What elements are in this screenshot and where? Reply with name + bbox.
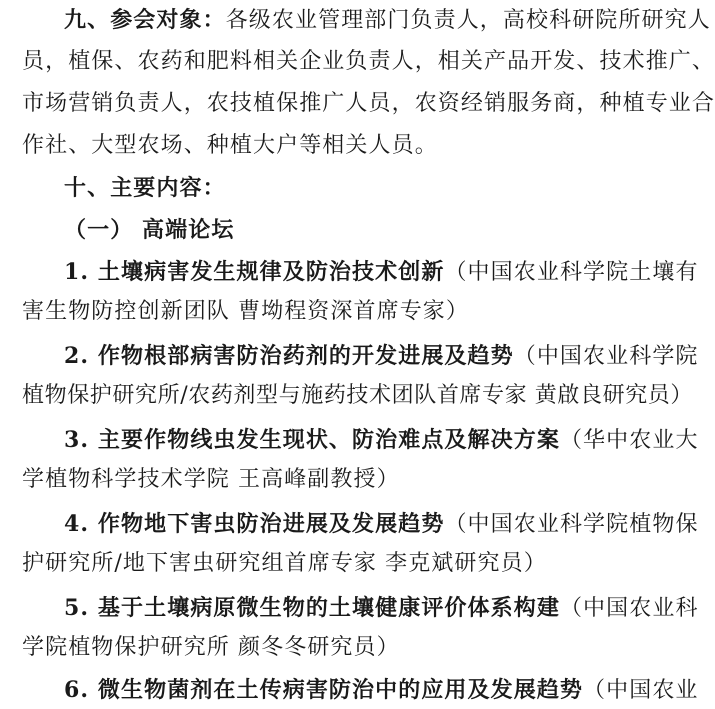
section9-line2: 员，植保、农药和肥料相关企业负责人，相关产品开发、技术推广、 xyxy=(22,49,715,74)
agenda-item-6-title: 6. 微生物菌剂在土传病害防治中的应用及发展趋势 xyxy=(64,677,584,703)
agenda-item-1 xyxy=(64,254,699,290)
agenda-item-5-speaker-start: （中国农业科 xyxy=(559,596,699,621)
agenda-item-1-speaker: 害生物防控创新团队 曹坳程资深首席专家） xyxy=(22,299,469,324)
agenda-item-6-speaker-start: （中国农业 xyxy=(583,678,699,703)
agenda-item-1-title: 1. 土壤病害发生规律及防治技术创新 xyxy=(64,259,445,285)
agenda-item-2 xyxy=(64,338,699,374)
section9-line1 xyxy=(64,2,711,38)
section9-line3: 市场营销负责人，农技植保推广人员，农资经销服务商，种植专业合 xyxy=(22,91,715,116)
agenda-item-2-speaker-start: （中国农业科学院 xyxy=(513,344,699,369)
agenda-item-5-speaker: 学院植物保护研究所 颜冬冬研究员） xyxy=(22,635,400,660)
agenda-item-4 xyxy=(64,506,699,542)
agenda-item-2-title: 2. 作物根部病害防治药剂的开发进展及趋势 xyxy=(64,343,514,369)
agenda-item-3-title: 3. 主要作物线虫发生现状、防治难点及解决方案 xyxy=(64,427,560,453)
section9-heading: 九、参会对象： xyxy=(64,7,226,33)
agenda-item-1-speaker-start: （中国农业科学院土壤有 xyxy=(444,260,699,285)
section10-heading: 十、主要内容： xyxy=(64,175,226,201)
section9-line4: 作社、大型农场、种植大户等相关人员。 xyxy=(22,133,438,158)
agenda-item-4-speaker: 护研究所/地下害虫研究组首席专家 李克斌研究员） xyxy=(22,551,547,576)
agenda-item-6 xyxy=(64,672,699,708)
forum-subheading: （一） 高端论坛 xyxy=(64,217,235,243)
agenda-item-4-speaker-start: （中国农业科学院植物保 xyxy=(444,512,699,537)
agenda-item-5-title: 5. 基于土壤病原微生物的土壤健康评价体系构建 xyxy=(64,595,560,621)
agenda-item-5 xyxy=(64,590,699,626)
agenda-item-2-speaker: 植物保护研究所/农药剂型与施药技术团队首席专家 黄啟良研究员） xyxy=(22,383,694,408)
agenda-item-3-speaker: 学植物科学技术学院 王高峰副教授） xyxy=(22,467,400,492)
agenda-item-4-title: 4. 作物地下害虫防治进展及发展趋势 xyxy=(64,511,445,537)
agenda-item-3 xyxy=(64,422,699,458)
section9-text-1: 各级农业管理部门负责人，高校科研院所研究人 xyxy=(225,8,711,33)
agenda-item-3-speaker-start: （华中农业大 xyxy=(559,428,699,453)
